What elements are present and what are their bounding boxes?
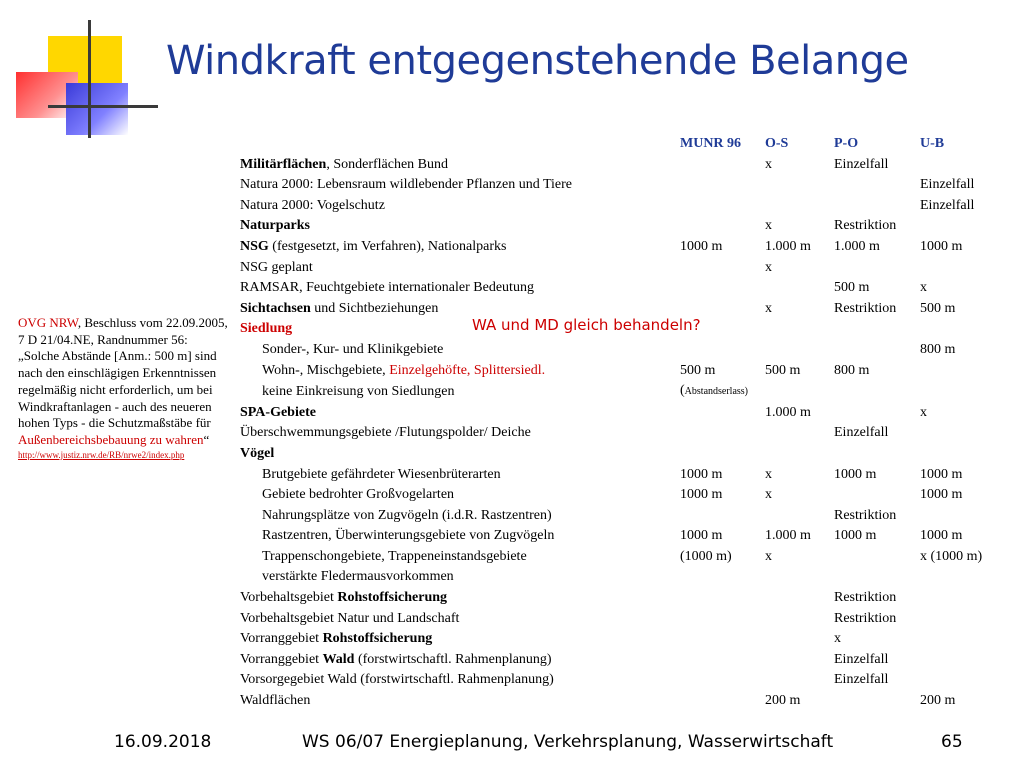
po-cell: 800 m (834, 362, 870, 378)
table-row (240, 526, 1020, 547)
po-cell: Restriktion (834, 610, 897, 626)
munr-cell: 1000 m (680, 528, 723, 544)
munr-cell (680, 196, 765, 217)
po-cell (834, 319, 920, 340)
ub-cell (920, 650, 1020, 671)
logo-blue-square (66, 83, 128, 135)
criterion-text: keine Einkreisung von Siedlungen (262, 383, 455, 399)
ub-cell: x (1000 m) (920, 548, 983, 564)
criterion-text: Natura 2000: Vogelschutz (240, 197, 385, 213)
table-row (240, 423, 1020, 444)
munr-cell (680, 340, 765, 361)
os-cell: x (765, 218, 772, 234)
munr-cell (680, 567, 765, 588)
os-cell (765, 444, 834, 465)
ub-cell: 1000 m (920, 528, 963, 544)
po-cell (834, 175, 920, 196)
ub-cell (920, 319, 1020, 340)
munr-cell (680, 650, 765, 671)
munr-cell (680, 506, 765, 527)
ub-cell: 1000 m (920, 487, 963, 503)
table-body (240, 155, 1020, 712)
criterion-text: (forstwirtschaftl. Rahmenplanung) (354, 651, 552, 667)
court-note (18, 315, 230, 461)
criterion-text: Sichtachsen (240, 300, 311, 316)
criterion-cell (240, 196, 680, 217)
table-row (240, 278, 1020, 299)
criterion-cell (240, 485, 680, 506)
os-cell (765, 506, 834, 527)
header-criterion (240, 134, 680, 155)
ub-cell (920, 381, 1020, 403)
table-row (240, 216, 1020, 237)
criterion-text: Rastzentren, Überwinterungsgebiete von Zugvögeln (262, 528, 555, 544)
table-row (240, 609, 1020, 630)
criterion-text: SPA-Gebiete (240, 404, 316, 420)
ub-cell (920, 506, 1020, 527)
table-row (240, 444, 1020, 465)
note-quote-end: “ (203, 431, 210, 447)
po-cell: Einzelfall (834, 156, 889, 172)
po-cell (834, 444, 920, 465)
po-cell: Einzelfall (834, 651, 889, 667)
header-munr: MUNR 96 (680, 136, 742, 151)
os-cell: 1.000 m (765, 238, 811, 254)
table-row (240, 547, 1020, 568)
munr-cell (680, 629, 765, 650)
table-row (240, 485, 1020, 506)
table-row (240, 465, 1020, 486)
table-header-row (240, 134, 1020, 155)
munr-cell (680, 216, 765, 237)
ub-cell: 1000 m (920, 466, 963, 482)
munr-cell (680, 381, 765, 403)
criterion-cell (240, 155, 680, 176)
note-reference: , Beschluss vom 22.09.2005, 7 D 21/04.NE, Randnummer 56: (18, 315, 228, 347)
criterion-text: Vorranggebiet (240, 651, 323, 667)
os-cell (765, 423, 834, 444)
criterion-cell (240, 423, 680, 444)
slide-title: Windkraft entgegenstehende Belange (166, 38, 909, 84)
table-row (240, 237, 1020, 258)
header-po: P-O (834, 136, 859, 151)
munr-cell: 1000 m (680, 466, 723, 482)
os-cell: x (765, 259, 772, 275)
munr-cell (680, 258, 765, 279)
os-cell (765, 670, 834, 691)
munr-cell (680, 155, 765, 176)
footer-course: WS 06/07 Energieplanung, Verkehrsplanung, Wasserwirtschaft (302, 732, 834, 752)
criterion-cell (240, 216, 680, 237)
criterion-text: Vögel (240, 445, 275, 461)
po-cell: Einzelfall (834, 425, 889, 441)
criterion-text: Wohn-, Mischgebiete, (262, 362, 390, 378)
os-cell (765, 650, 834, 671)
os-cell: x (765, 466, 772, 482)
po-cell: Einzelfall (834, 672, 889, 688)
value-prefix: ( (680, 383, 685, 399)
os-cell: 1.000 m (765, 528, 811, 544)
os-cell: x (765, 156, 772, 172)
criterion-cell (240, 258, 680, 279)
munr-cell (680, 609, 765, 630)
ub-cell: 500 m (920, 300, 956, 316)
munr-cell (680, 423, 765, 444)
munr-cell (680, 278, 765, 299)
criterion-cell (240, 506, 680, 527)
po-cell: Restriktion (834, 300, 897, 316)
os-cell (765, 567, 834, 588)
table-row (240, 155, 1020, 176)
annotation-note: WA und MD gleich behandeln? (472, 316, 701, 334)
munr-cell (680, 670, 765, 691)
criterion-text: Vorsorgegebiet Wald (forstwirtschaftl. Rahmenplanung) (240, 672, 554, 688)
criterion-text: Wald (322, 651, 355, 667)
logo-vertical-line (88, 20, 91, 138)
table-row (240, 691, 1020, 712)
criterion-cell (240, 465, 680, 486)
os-cell: 500 m (765, 362, 801, 378)
criterion-text: Vorbehaltsgebiet Natur und Landschaft (240, 610, 460, 626)
os-cell: x (765, 487, 772, 503)
ub-cell: x (920, 280, 927, 296)
table-row (240, 403, 1020, 424)
footer-page-number: 65 (941, 732, 963, 752)
table-row (240, 506, 1020, 527)
munr-cell (680, 691, 765, 712)
ub-cell (920, 258, 1020, 279)
ub-cell (920, 670, 1020, 691)
criterion-text: verstärkte Fledermausvorkommen (262, 569, 454, 585)
ub-cell (920, 609, 1020, 630)
table-row (240, 381, 1020, 403)
criterion-cell (240, 381, 680, 403)
table-row (240, 196, 1020, 217)
os-cell (765, 381, 834, 403)
criterion-cell (240, 340, 680, 361)
criterion-text: , Sonderflächen Bund (326, 156, 449, 172)
munr-cell (680, 403, 765, 424)
ub-cell (920, 629, 1020, 650)
munr-cell: 1000 m (680, 238, 723, 254)
criterion-text: Einzelgehöfte, Splittersiedl. (389, 362, 546, 378)
criterion-text: Naturparks (240, 218, 311, 234)
po-cell: 1000 m (834, 528, 877, 544)
criterion-text: Vorbehaltsgebiet (240, 590, 338, 606)
criterion-text: Rohstoffsicherung (337, 590, 448, 606)
os-cell (765, 196, 834, 217)
criterion-text: (festgesetzt, im Verfahren), Nationalparks (268, 238, 507, 254)
ub-cell: 1000 m (920, 238, 963, 254)
table-row (240, 258, 1020, 279)
criterion-text: Siedlung (240, 321, 293, 337)
header-ub: U-B (920, 136, 945, 151)
ub-cell (920, 216, 1020, 237)
criterion-cell (240, 629, 680, 650)
criterion-cell (240, 526, 680, 547)
table-row (240, 588, 1020, 609)
ub-cell: x (920, 404, 927, 420)
logo-horizontal-line (48, 105, 158, 108)
ub-cell: Einzelfall (920, 177, 975, 193)
po-cell (834, 691, 920, 712)
os-cell (765, 609, 834, 630)
os-cell: 200 m (765, 693, 801, 709)
os-cell (765, 629, 834, 650)
ub-cell (920, 423, 1020, 444)
os-cell (765, 340, 834, 361)
criterion-cell (240, 278, 680, 299)
note-quote-highlight: Außenbereichsbebauung zu wahren (18, 431, 204, 447)
munr-cell (680, 588, 765, 609)
criterion-text: Nahrungsplätze von Zugvögeln (i.d.R. Rastzentren) (262, 507, 552, 523)
criterion-cell (240, 175, 680, 196)
ub-cell: 800 m (920, 341, 956, 357)
footer-date: 16.09.2018 (114, 732, 212, 752)
po-cell (834, 485, 920, 506)
criterion-text: Natura 2000: Lebensraum wildlebender Pflanzen und Tiere (240, 177, 573, 193)
po-cell: Restriktion (834, 590, 897, 606)
note-link[interactable]: http://www.justiz.nrw.de/RB/nrwe2/index.php (18, 449, 185, 460)
criterion-text: Sonder-, Kur- und Klinikgebiete (262, 341, 444, 357)
criterion-cell (240, 588, 680, 609)
os-cell (765, 278, 834, 299)
header-os: O-S (765, 136, 789, 151)
criterion-cell (240, 609, 680, 630)
criterion-text: Trappenschongebiete, Trappeneinstandsgebiete (262, 548, 527, 564)
criterion-cell (240, 403, 680, 424)
logo-graphic (0, 0, 160, 145)
po-cell: 1000 m (834, 466, 877, 482)
po-cell (834, 547, 920, 568)
ub-cell: 200 m (920, 693, 956, 709)
criterion-cell (240, 444, 680, 465)
po-cell: Restriktion (834, 507, 897, 523)
table-row (240, 567, 1020, 588)
table-row (240, 340, 1020, 361)
os-cell: 1.000 m (765, 404, 811, 420)
os-cell (765, 588, 834, 609)
criterion-text: NSG geplant (240, 259, 313, 275)
po-cell (834, 381, 920, 403)
table-row (240, 361, 1020, 382)
criterion-cell (240, 547, 680, 568)
constraints-table (240, 134, 1020, 712)
po-cell (834, 403, 920, 424)
criterion-cell (240, 567, 680, 588)
table-row (240, 650, 1020, 671)
po-cell: x (834, 631, 841, 647)
po-cell: Restriktion (834, 218, 897, 234)
ub-cell (920, 567, 1020, 588)
table-row (240, 175, 1020, 196)
ub-cell (920, 588, 1020, 609)
ub-cell: Einzelfall (920, 197, 975, 213)
criterion-cell (240, 691, 680, 712)
po-cell: 500 m (834, 280, 870, 296)
criterion-text: NSG (240, 238, 269, 254)
po-cell (834, 340, 920, 361)
munr-cell (680, 175, 765, 196)
criterion-text: Vorranggebiet (240, 631, 323, 647)
po-cell (834, 567, 920, 588)
criterion-cell (240, 650, 680, 671)
criterion-text: Rohstoffsicherung (322, 631, 433, 647)
criterion-text: Militärflächen (240, 156, 327, 172)
munr-cell (680, 444, 765, 465)
os-cell (765, 319, 834, 340)
criterion-cell (240, 237, 680, 258)
ub-cell (920, 155, 1020, 176)
po-cell (834, 258, 920, 279)
table-row (240, 670, 1020, 691)
note-court: OVG NRW (18, 315, 78, 330)
munr-cell: 500 m (680, 362, 716, 378)
criterion-text: RAMSAR, Feuchtgebiete internationaler Bedeutung (240, 280, 534, 296)
criterion-text: Gebiete bedrohter Großvogelarten (262, 487, 455, 503)
po-cell (834, 196, 920, 217)
value-note: Abstandserlass) (684, 386, 748, 398)
note-quote: „Solche Abstände [Anm.: 500 m] sind nach den einschlägigen Erkenntnissen regelmäßig nicht erforderlich, um bei Windkraftanlagen - auch des neueren hohen Typs - die Schutzmaßstäbe für (18, 348, 217, 431)
criterion-text: Brutgebiete gefährdeter Wiesenbrüterarten (262, 466, 501, 482)
criterion-text: und Sichtbeziehungen (310, 300, 439, 316)
munr-cell: (1000 m) (680, 548, 732, 564)
os-cell: x (765, 548, 772, 564)
ub-cell (920, 444, 1020, 465)
munr-cell: 1000 m (680, 487, 723, 503)
os-cell (765, 175, 834, 196)
ub-cell (920, 361, 1020, 382)
criterion-text: Überschwemmungsgebiete /Flutungspolder/ Deiche (240, 425, 531, 441)
os-cell: x (765, 300, 772, 316)
criterion-cell (240, 670, 680, 691)
table-row (240, 629, 1020, 650)
criterion-cell (240, 361, 680, 382)
po-cell: 1.000 m (834, 238, 880, 254)
criterion-text: Waldflächen (240, 693, 311, 709)
